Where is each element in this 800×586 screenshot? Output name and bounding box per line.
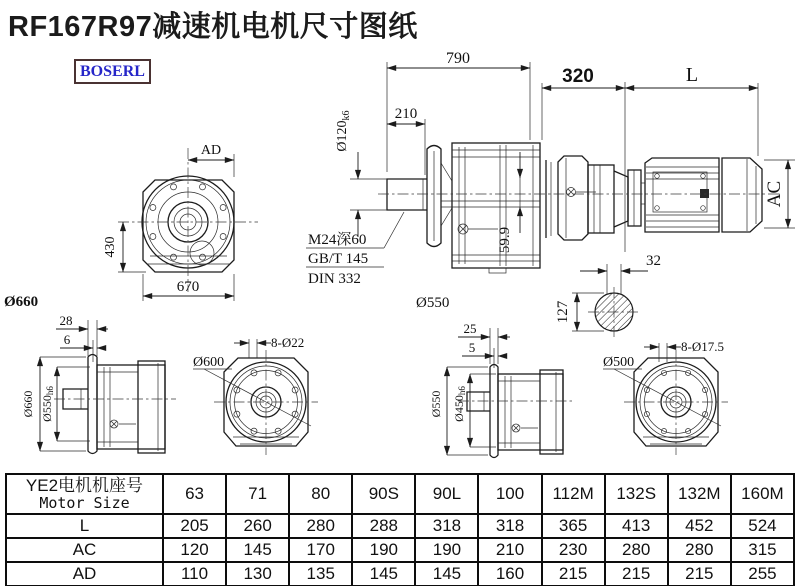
dim-5: 5 <box>468 340 476 355</box>
label-din-standard: DIN 332 <box>308 271 361 287</box>
row-label: AC <box>6 538 163 562</box>
cell: 413 <box>605 514 668 538</box>
cell: 260 <box>226 514 289 538</box>
dim-shaft-diameter: Ø120k6 <box>335 110 352 152</box>
bolt-symbol <box>110 420 136 428</box>
side-view-left <box>4 294 176 454</box>
label-tap-hole: M24深60 <box>308 232 367 248</box>
col-header: 80 <box>289 474 352 514</box>
cell: 318 <box>478 514 541 538</box>
dim-430: 430 <box>103 236 118 258</box>
cell: 145 <box>352 562 415 586</box>
table-row-L <box>6 514 794 538</box>
cell: 145 <box>226 538 289 562</box>
cell: 130 <box>226 562 289 586</box>
dim-670: 670 <box>176 279 200 295</box>
dim-320: 320 <box>562 66 594 87</box>
row-label: AD <box>6 562 163 586</box>
shaft-section <box>555 253 661 338</box>
dim-210: 210 <box>394 106 418 122</box>
dim-6: 6 <box>63 332 71 347</box>
cell: 205 <box>163 514 226 538</box>
cell: 210 <box>478 538 541 562</box>
cell: 145 <box>415 562 478 586</box>
dim-d500: Ø500 <box>603 355 635 370</box>
flange-view-2 <box>603 339 728 455</box>
label-d660-title: Ø660 <box>4 294 39 310</box>
dim-790: 790 <box>446 50 470 67</box>
dim-AC: AC <box>764 180 785 208</box>
label-d550: Ø550 <box>416 295 450 311</box>
col-header: 90L <box>415 474 478 514</box>
dim-d450h6: Ø450h6 <box>452 386 467 422</box>
page-title: RF167R97减速机电机尺寸图纸 <box>8 11 418 43</box>
cell: 160 <box>478 562 541 586</box>
bolt-symbol <box>512 424 538 432</box>
label-gbt-standard: GB/T 145 <box>308 251 369 267</box>
col-header: 132S <box>605 474 668 514</box>
dim-d550-mid: Ø550 <box>429 390 443 418</box>
header-en: Motor Size <box>39 494 130 512</box>
front-view-drawing <box>103 143 258 301</box>
dim-AD: AD <box>200 143 222 158</box>
cell: 190 <box>415 538 478 562</box>
cell: 318 <box>415 514 478 538</box>
col-header: 90S <box>352 474 415 514</box>
dim-25: 25 <box>463 321 477 336</box>
cell: 135 <box>289 562 352 586</box>
cell: 452 <box>668 514 731 538</box>
dim-d550h6: Ø550h6 <box>40 386 55 422</box>
cell: 288 <box>352 514 415 538</box>
table-row-AD <box>6 562 794 586</box>
flange-view-1 <box>193 335 318 455</box>
cell: 120 <box>163 538 226 562</box>
dim-bolt-holes-8x22: 8-Ø22 <box>271 335 305 350</box>
table-header-row <box>6 474 794 514</box>
cell: 215 <box>605 562 668 586</box>
cell: 524 <box>731 514 794 538</box>
col-header: 112M <box>542 474 605 514</box>
col-header: 100 <box>478 474 541 514</box>
cell: 215 <box>668 562 731 586</box>
dim-d660: Ø660 <box>21 390 35 418</box>
dim-32: 32 <box>646 253 661 269</box>
bolt-symbol <box>567 188 597 197</box>
cell: 315 <box>731 538 794 562</box>
row-label: L <box>6 514 163 538</box>
cell: 230 <box>542 538 605 562</box>
dim-bolt-holes-8x17-5: 8-Ø17.5 <box>681 339 724 354</box>
motor-size-table <box>5 473 795 586</box>
dim-L: L <box>685 64 699 86</box>
cell: 280 <box>289 514 352 538</box>
col-header: 160M <box>731 474 794 514</box>
cell: 190 <box>352 538 415 562</box>
cell: 170 <box>289 538 352 562</box>
table-row-AC <box>6 538 794 562</box>
brand-logo: BOSERL <box>74 59 151 84</box>
col-header: 71 <box>226 474 289 514</box>
dim-d600: Ø600 <box>193 355 225 370</box>
cell: 215 <box>542 562 605 586</box>
cell: 255 <box>731 562 794 586</box>
cell: 280 <box>668 538 731 562</box>
header-cn: YE2电机机座号 <box>25 476 144 495</box>
dim-127: 127 <box>555 300 571 324</box>
dim-59-9: 59.9 <box>497 226 513 254</box>
cell: 280 <box>605 538 668 562</box>
cell: 110 <box>163 562 226 586</box>
side-view-middle <box>416 295 575 458</box>
table-header-label-cell <box>6 474 163 514</box>
col-header: 63 <box>163 474 226 514</box>
motor-nameplate <box>700 189 709 198</box>
col-header: 132M <box>668 474 731 514</box>
cell: 365 <box>542 514 605 538</box>
dim-28: 28 <box>59 313 73 328</box>
main-side-view <box>306 50 795 311</box>
bolt-symbol <box>458 224 498 234</box>
